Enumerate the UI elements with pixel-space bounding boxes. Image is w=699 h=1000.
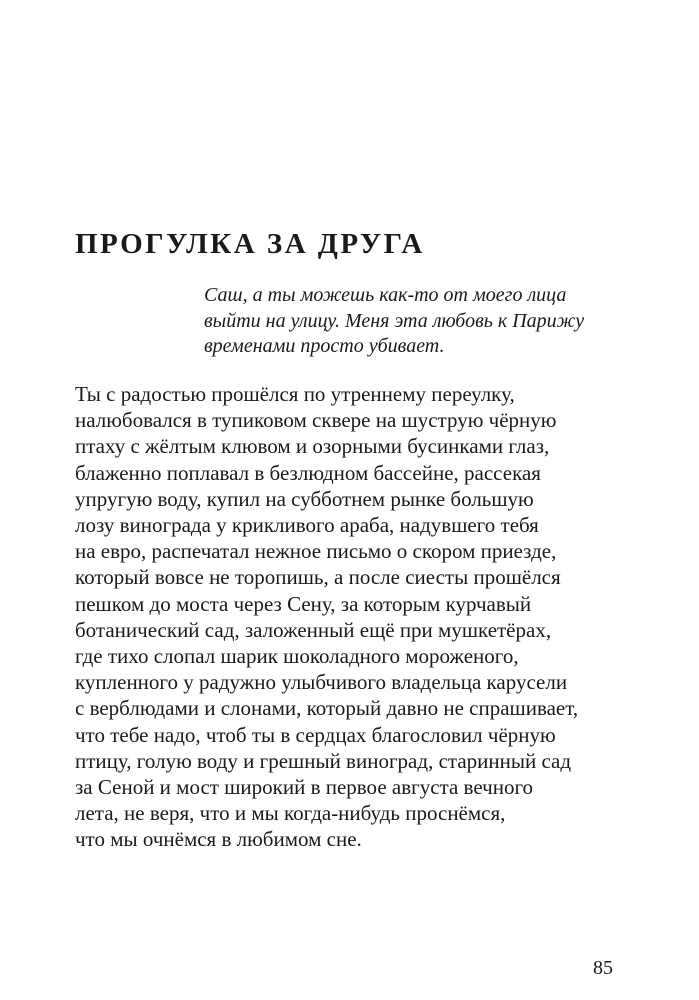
body-line: птицу, голую воду и грешный виноград, старинный сад (75, 748, 572, 773)
body-line: купленного у радужно улыбчивого владельца карусели (75, 670, 568, 695)
body-paragraph (75, 381, 635, 853)
page-number: 85 (593, 957, 613, 979)
body-line: который вовсе не торопишь, а после сиесты прошёлся (75, 565, 561, 590)
body-line: с верблюдами и слонами, который давно не спрашивает, (75, 696, 579, 721)
body-line: блаженно поплавал в безлюдном бассейне, рассекая (75, 460, 541, 485)
page-title: ПРОГУЛКА ЗА ДРУГА (75, 228, 425, 260)
epigraph-line: Саш, а ты можешь как-то от моего лица (204, 284, 567, 306)
epigraph (204, 283, 644, 360)
body-line: Ты с радостью прошёлся по утреннему переулку, (75, 382, 515, 406)
body-line: что тебе надо, чтоб ты в сердцах благословил чёрную (75, 722, 556, 747)
body-line: ботанический сад, заложенный ещё при мушкетёрах, (75, 617, 552, 642)
body-line: где тихо слопал шарик шоколадного мороженого, (75, 644, 519, 669)
body-line: лета, не веря, что и мы когда-нибудь проснёмся, (75, 801, 506, 826)
body-line: на евро, распечатал нежное письмо о скором приезде, (75, 539, 557, 564)
body-line: за Сеной и мост широкий в первое августа вечного (75, 775, 534, 800)
body-line: лозу винограда у крикливого араба, надувшего тебя (75, 513, 539, 538)
body-line: птаху с жёлтым клювом и озорными бусинками глаз, (75, 434, 550, 459)
epigraph-line: временами просто убивает. (204, 335, 445, 357)
body-line: что мы очнёмся в любимом сне. (75, 827, 362, 852)
epigraph-line: выйти на улицу. Меня эта любовь к Парижу (204, 309, 585, 332)
body-line: налюбовался в тупиковом сквере на шуструю чёрную (75, 408, 557, 433)
body-line: упругую воду, купил на субботнем рынке большую (75, 486, 534, 511)
body-line: пешком до моста через Сену, за которым курчавый (75, 591, 532, 616)
